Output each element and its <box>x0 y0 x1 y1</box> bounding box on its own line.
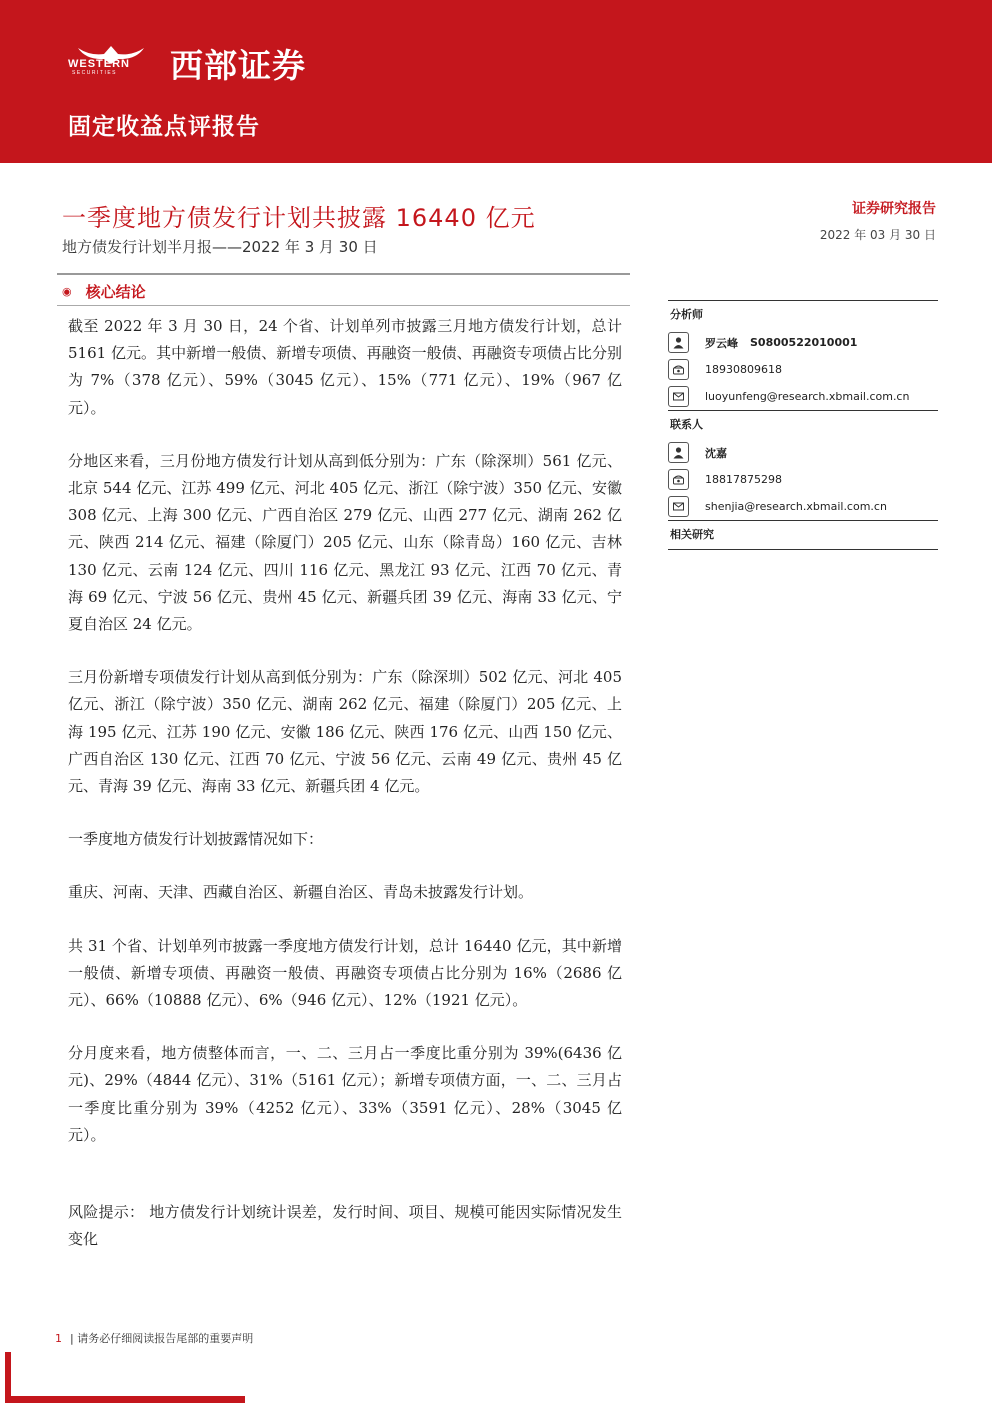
sidebar <box>668 300 938 550</box>
email-icon <box>668 496 689 517</box>
corner-accent-horizontal <box>5 1396 245 1403</box>
report-type: 固定收益点评报告 <box>68 113 260 140</box>
section-header <box>62 281 146 302</box>
header-banner <box>0 0 992 163</box>
report-date: 2022 年 03 月 30 日 <box>819 228 936 242</box>
contact-phone: 18817875298 <box>705 473 782 486</box>
logo-securities-text: SECURITIES <box>72 70 118 76</box>
section-divider <box>57 305 630 306</box>
related-research-heading: 相关研究 <box>670 528 714 541</box>
report-title: 一季度地方债发行计划共披露 16440 亿元 <box>62 204 536 232</box>
contact-name: 沈嘉 <box>705 446 727 460</box>
report-category: 证券研究报告 <box>852 201 936 217</box>
section-title: 核心结论 <box>85 283 146 301</box>
contact-email[interactable]: shenjia@research.xbmail.com.cn <box>705 500 887 513</box>
analyst-email-row <box>668 383 938 410</box>
paragraph: 三月份新增专项债发行计划从高到低分别为：广东（除深圳）502 亿元、河北 405 亿元、浙江（除宁波）350 亿元、湖南 262 亿元、福建（除厦门）205 亿元、上海 195 亿元、江苏 190 亿元、安徽 186 亿元、陕西 176 亿元、山西 150 亿元、广西自治区 130 亿元、江西 70 亿元、宁波 56 亿元、云南 49 亿元、贵州 45 亿元、青海 39 亿元、海南 33 亿元、新疆兵团 4 亿元。 <box>68 668 622 796</box>
contact-name-row <box>668 439 938 466</box>
contact-phone-row <box>668 466 938 493</box>
report-body <box>68 313 622 1279</box>
analyst-email[interactable]: luoyunfeng@research.xbmail.com.cn <box>705 390 910 403</box>
page-footer <box>55 1330 253 1346</box>
sidebar-divider <box>668 549 938 550</box>
logo-western-text: WESTERN <box>68 58 130 70</box>
phone-icon <box>668 359 689 380</box>
analyst-phone: 18930809618 <box>705 363 782 376</box>
footer-notice: 请务必仔细阅读报告尾部的重要声明 <box>77 1332 254 1345</box>
top-divider <box>57 273 630 275</box>
paragraph: 截至 2022 年 3 月 30 日，24 个省、计划单列市披露三月地方债发行计划，总计 5161 亿元。其中新增一般债、新增专项债、再融资一般债、再融资专项债占比分别为 7%（378 亿元）、59%（3045 亿元）、15%（771 亿元）、19%（967 亿元）。 <box>68 317 622 417</box>
email-icon <box>668 386 689 407</box>
analyst-license: S0800522010001 <box>750 336 858 349</box>
paragraph: 共 31 个省、计划单列市披露一季度地方债发行计划，总计 16440 亿元，其中新增一般债、新增专项债、再融资一般债、再融资专项债占比分别为 16%（2686 亿元）、66%（10888 亿元）、6%（946 亿元）、12%（1921 亿元）。 <box>68 936 622 1010</box>
analyst-heading: 分析师 <box>670 308 703 321</box>
person-icon <box>668 332 689 353</box>
contact-heading: 联系人 <box>670 418 703 431</box>
paragraph: 分月度来看，地方债整体而言，一、二、三月占一季度比重分别为 39%(6436 亿元)、29%（4844 亿元）、31%（5161 亿元）；新增专项债方面，一、二、三月占一季度比重分别为 39%（4252 亿元）、33%（3591 亿元）、28%（3045 亿元）。 <box>68 1044 622 1144</box>
risk-warning: 风险提示： 地方债发行计划统计误差，发行时间、项目、规模可能因实际情况发生变化 <box>68 1203 622 1249</box>
bullet-circle-icon: ◉ <box>62 285 72 298</box>
footer-separator: | <box>70 1332 74 1345</box>
person-icon <box>668 442 689 463</box>
paragraph: 分地区来看，三月份地方债发行计划从高到低分别为：广东（除深圳）561 亿元、北京 544 亿元、江苏 499 亿元、河北 405 亿元、浙江（除宁波）350 亿元、安徽 308 亿元、上海 300 亿元、广西自治区 279 亿元、山西 277 亿元、湖南 262 亿元、陕西 214 亿元、福建（除厦门）205 亿元、山东（除青岛）160 亿元、吉林 130 亿元、云南 124 亿元、四川 116 亿元、黑龙江 93 亿元、江西 70 亿元、青海 69 亿元、宁波 56 亿元、贵州 45 亿元、新疆兵团 39 亿元、海南 33 亿元、宁夏自治区 24 亿元。 <box>68 451 622 634</box>
analyst-name-row <box>668 329 938 356</box>
brand-name: 西部证券 <box>170 46 306 85</box>
analyst-name: 罗云峰 <box>705 336 738 350</box>
paragraph: 重庆、河南、天津、西藏自治区、新疆自治区、青岛未披露发行计划。 <box>68 883 534 902</box>
paragraph: 一季度地方债发行计划披露情况如下： <box>68 830 324 849</box>
phone-icon <box>668 469 689 490</box>
page-number: 1 <box>55 1332 62 1345</box>
analyst-phone-row <box>668 356 938 383</box>
contact-email-row <box>668 493 938 520</box>
report-subtitle: 地方债发行计划半月报——2022 年 3 月 30 日 <box>62 238 378 256</box>
